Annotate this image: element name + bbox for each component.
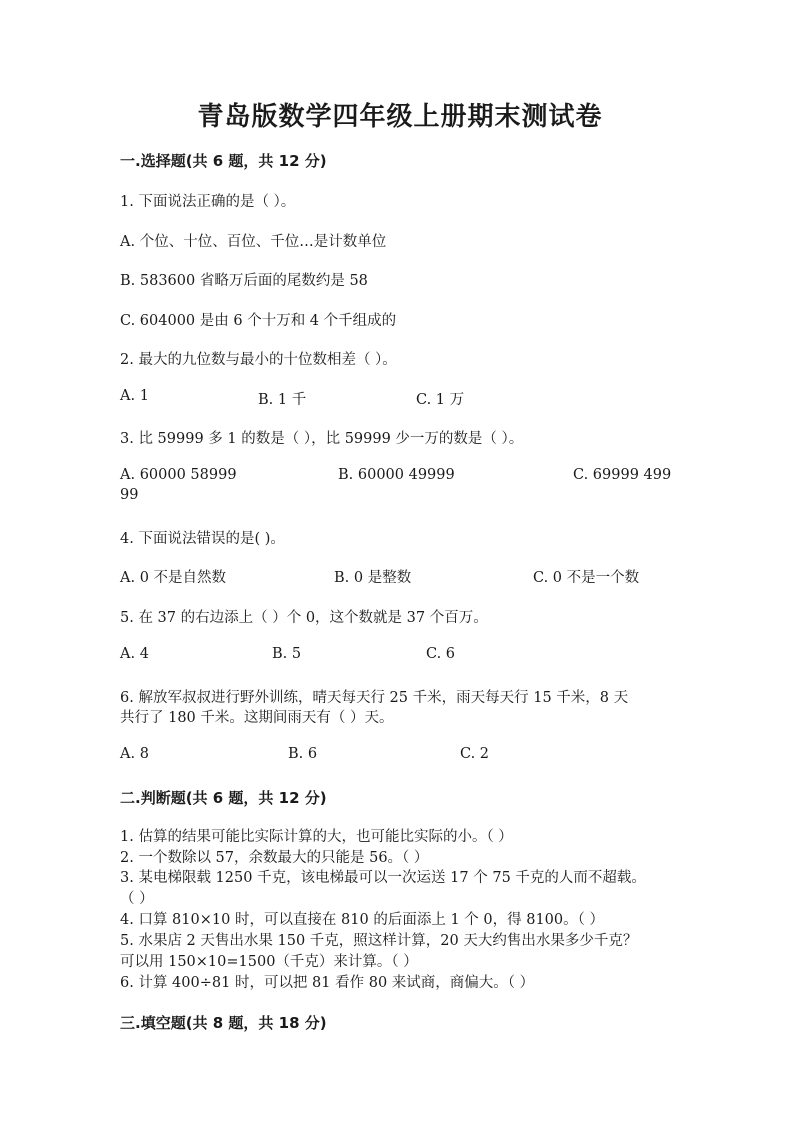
question-3-option-c-wrap: 99 [120, 487, 139, 503]
question-5-option-a: A. 4 [120, 646, 149, 662]
question-3-option-c: C. 69999 499 [573, 467, 672, 483]
question-2-option-a: A. 1 [120, 388, 149, 404]
judgement-line-4: 4. 口算 810×10 时，可以直接在 810 的后面添上 1 个 0，得 8100。（ ） [120, 912, 604, 928]
question-1-option-b: B. 583600 省略万后面的尾数约是 58 [120, 273, 368, 289]
question-3-option-a: A. 60000 58999 [120, 467, 237, 483]
judgement-line-5: 5. 水果店 2 天售出水果 150 千克，照这样计算，20 天大约售出水果多少千克？ [120, 933, 638, 949]
section-heading-choice: 一.选择题(共 6 题，共 12 分) [120, 152, 327, 170]
question-1-stem: 1. 下面说法正确的是（ ）。 [120, 194, 296, 210]
question-6-option-c: C. 2 [460, 746, 490, 762]
question-5-option-c: C. 6 [426, 646, 456, 662]
judgement-line-1: 1. 估算的结果可能比实际计算的大，也可能比实际的小。（ ） [120, 829, 513, 845]
question-3-option-b: B. 60000 49999 [338, 467, 455, 483]
question-2-stem: 2. 最大的九位数与最小的十位数相差（ ）。 [120, 352, 397, 368]
question-1-option-a: A. 个位、十位、百位、千位…是计数单位 [120, 234, 387, 250]
question-4-option-a: A. 0 不是自然数 [120, 570, 227, 586]
question-4-stem: 4. 下面说法错误的是( )。 [120, 531, 285, 547]
judgement-line-2: 2. 一个数除以 57，余数最大的只能是 56。（ ） [120, 850, 429, 866]
judgement-line-3: 3. 某电梯限载 1250 千克，该电梯最可以一次运送 17 个 75 千克的人而不超载。 [120, 870, 646, 886]
question-4-option-c: C. 0 不是一个数 [533, 570, 640, 586]
judgement-line-6: 6. 计算 400÷81 时，可以把 81 看作 80 来试商，商偏大。（ ） [120, 975, 535, 991]
section-heading-fill-in: 三.填空题(共 8 题，共 18 分) [120, 1014, 327, 1032]
question-2-option-b: B. 1 千 [258, 392, 307, 408]
section-heading-judgement: 二.判断题(共 6 题，共 12 分) [120, 789, 327, 807]
question-1-option-c: C. 604000 是由 6 个十万和 4 个千组成的 [120, 313, 397, 329]
question-6-stem-line1: 6. 解放军叔叔进行野外训练，晴天每天行 25 千米，雨天每天行 15 千米，8 天 [120, 690, 629, 706]
question-2-option-c: C. 1 万 [416, 392, 465, 408]
question-4-option-b: B. 0 是整数 [334, 570, 412, 586]
page-title: 青岛版数学四年级上册期末测试卷 [197, 102, 603, 132]
question-6-stem-line2: 共行了 180 千米。这期间雨天有（ ）天。 [120, 710, 394, 726]
question-5-stem: 5. 在 37 的右边添上（ ）个 0，这个数就是 37 个百万。 [120, 610, 488, 626]
question-6-option-a: A. 8 [120, 746, 149, 762]
judgement-line-5-wrap: 可以用 150×10=1500（千克）来计算。（ ） [120, 954, 418, 970]
question-6-option-b: B. 6 [288, 746, 318, 762]
judgement-line-3-wrap: （ ） [120, 891, 154, 907]
question-3-stem: 3. 比 59999 多 1 的数是（ ），比 59999 少一万的数是（ ）。 [120, 431, 524, 447]
question-5-option-b: B. 5 [272, 646, 302, 662]
